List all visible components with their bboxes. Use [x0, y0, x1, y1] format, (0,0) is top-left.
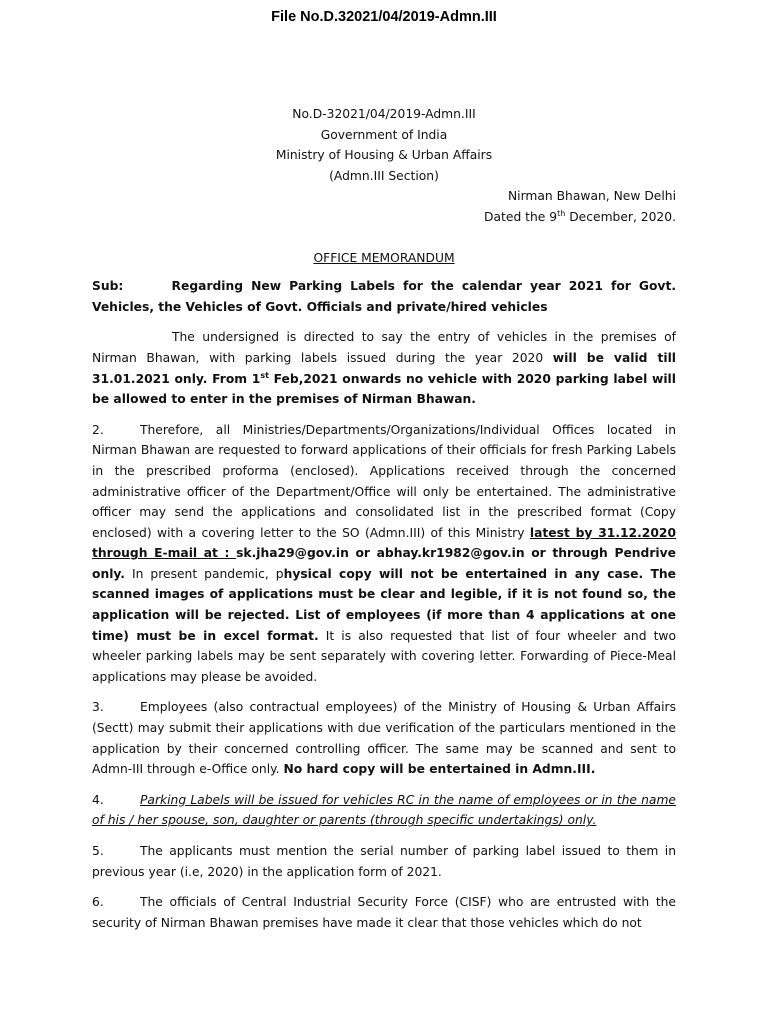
para3-text-a: Employees (also contractual employees) of the Ministry of Housing & Urban Affairs (Sectt) may submit their applications with due verification of the particulars mentioned in the application by their concerned controlling officer. The same may be scanned and sent to Admn-III through e-Office only.: [92, 700, 676, 777]
place-date-block: [92, 186, 676, 227]
para1-text-b: From 1: [207, 371, 261, 386]
para2-deadline: latest by 31.12.2020 through E-mail at :: [92, 525, 676, 561]
letterhead-file-no: No.D-32021/04/2019-Admn.III: [292, 107, 476, 121]
date: [92, 207, 676, 228]
paragraph-4: [92, 790, 676, 831]
para1-sup: st: [260, 370, 269, 380]
para2-bold-b: hysical copy will not be entertained in any case. The scanned images of applications must be clear and legible, if it is not found so, the application will be rejected. List of employees (if more than 4 applications at one time) must be in excel format.: [92, 566, 676, 643]
date-suffix: December, 2020.: [565, 209, 676, 224]
para1-text-a: The undersigned is directed to say the entry of vehicles in the premises of Nirman Bhawan, with parking labels issued during the year 2020: [92, 330, 676, 365]
para4-number: 4.: [92, 792, 104, 807]
paragraph-1: [92, 327, 676, 409]
letterhead-government: Government of India: [320, 127, 448, 142]
office-memorandum: [92, 104, 676, 943]
memo-title: OFFICE MEMORANDUM: [313, 250, 455, 265]
para5-number: 5.: [92, 844, 104, 858]
para1-bold-a: will be valid till 31.01.2021 only.: [92, 350, 676, 386]
para2-email: sk.jha29@gov.in or abhay.kr1982@gov.in or through Pendrive only.: [92, 546, 676, 581]
paragraph-3: [92, 697, 676, 779]
para1-text-c: Feb,2021 onwards no vehicle with 2020 parking label will be allowed to enter in the premises of Nirman Bhawan.: [92, 371, 676, 407]
para2-text-b: In present pandemic, p: [124, 566, 284, 581]
paragraph-5: [92, 841, 676, 882]
para6-text: The officials of Central Industrial Security Force (CISF) who are entrusted with the security of Nirman Bhawan premises have made it clear that those vehicles which do not: [92, 895, 676, 930]
paragraph-2: [92, 420, 676, 688]
subject-text: Regarding New Parking Labels for the calendar year 2021 for Govt. Vehicles, the Vehicles of Govt. Officials and private/hired vehicles: [92, 279, 676, 314]
subject-label: Sub:: [92, 279, 124, 294]
letterhead-ministry: Ministry of Housing & Urban Affairs: [275, 148, 493, 163]
file-header: File No.D.32021/04/2019-Admn.III: [271, 9, 497, 25]
place: Nirman Bhawan, New Delhi: [507, 189, 676, 204]
subject: [92, 276, 676, 317]
para5-text: The applicants must mention the serial number of parking label issued to them in previous year (i.e, 2020) in the application form of 2021.: [92, 844, 676, 879]
letterhead-section: (Admn.III Section): [329, 168, 439, 183]
para3-bold-a: No hard copy will be entertained in Admn.III.: [283, 762, 596, 777]
para3-number: 3.: [92, 700, 104, 715]
para6-number: 6.: [92, 895, 104, 910]
date-prefix: Dated the 9: [484, 209, 558, 224]
date-sup: th: [557, 208, 566, 218]
letterhead: [92, 104, 676, 186]
para4-text: Parking Labels will be issued for vehicles RC in the name of employees or in the name of his / her spouse, son, daughter or parents (through specific undertakings) only.: [92, 792, 676, 828]
para2-text-c: It is also requested that list of four wheeler and two wheeler parking labels may be sent separately with covering letter. Forwarding of Piece-Meal applications may please be avoided.: [92, 628, 676, 684]
para2-number: 2.: [92, 422, 104, 437]
para2-text-a: Therefore, all Ministries/Departments/Organizations/Individual Offices located in Nirman Bhawan are requested to forward applications of their officials for fresh Parking Labels in the prescribed proforma (enclosed). Applications received through the concerned administrative officer of the Department/Office will only be entertained. The administrative officer may send the applications and consolidated list in the prescribed format (Copy enclosed) with a covering letter to the SO (Admn.III) of this Ministry: [92, 422, 676, 540]
paragraph-6: [92, 892, 676, 933]
